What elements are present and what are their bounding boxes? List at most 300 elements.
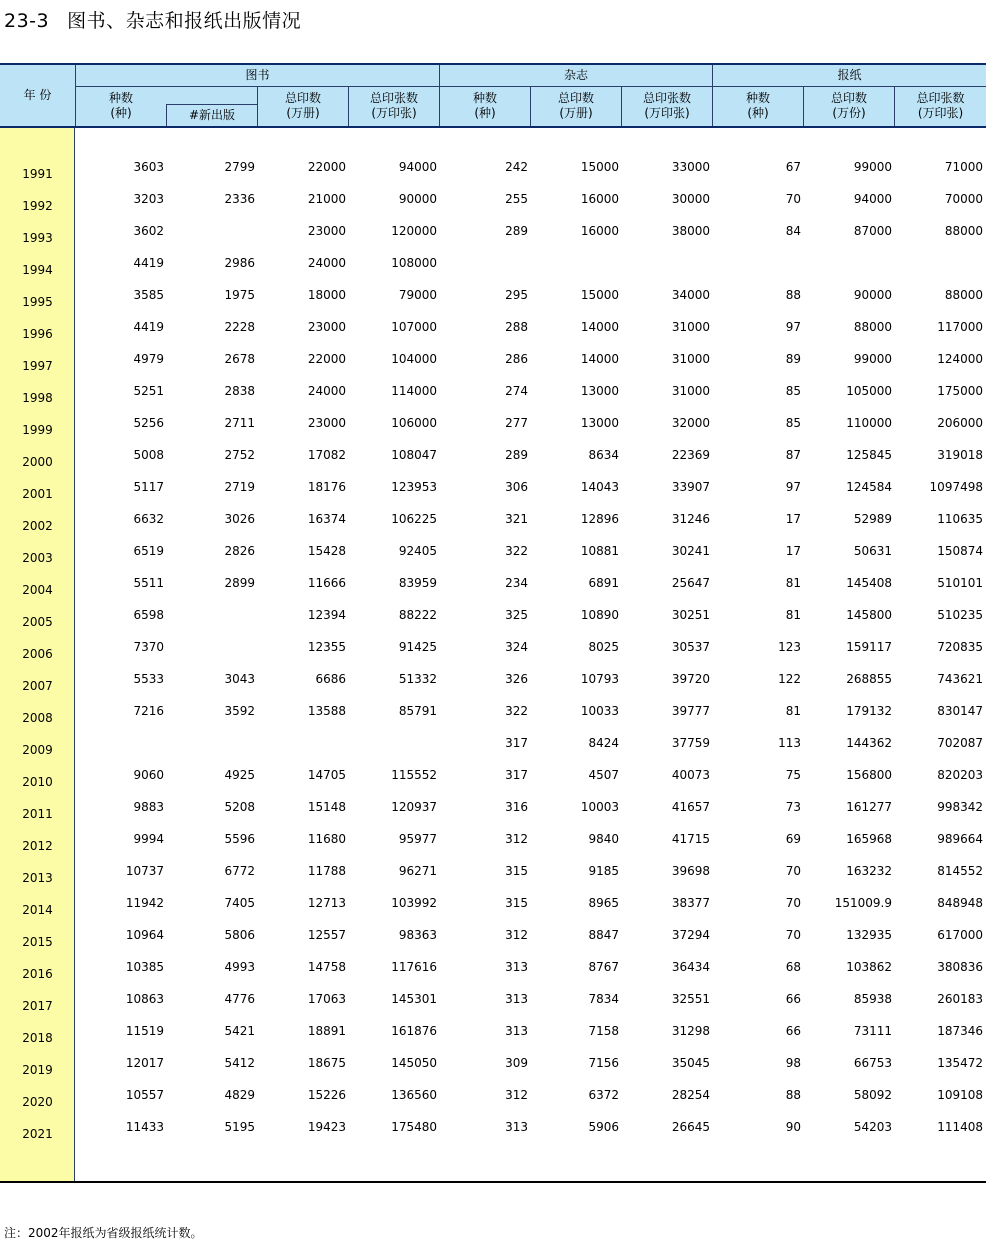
row-year: 2019	[22, 1063, 53, 1077]
cell-b3: 22000	[307, 160, 346, 174]
cell-m3: 22369	[671, 448, 710, 462]
cell-b3: 23000	[307, 416, 346, 430]
cell-m1: 312	[505, 1088, 528, 1102]
cell-n1: 17	[785, 544, 801, 558]
cell-m3: 38377	[671, 896, 710, 910]
cell-n3: 510101	[937, 576, 983, 590]
cell-b1: 12017	[125, 1056, 164, 1070]
table-header	[0, 65, 986, 127]
cell-b1: 10964	[125, 928, 164, 942]
cell-m2: 9185	[588, 864, 619, 878]
header-divider	[894, 86, 895, 127]
cell-b1: 3203	[133, 192, 164, 206]
cell-b2: 2899	[224, 576, 255, 590]
cell-m3: 36434	[671, 960, 710, 974]
cell-b1: 5251	[133, 384, 164, 398]
cell-b4: 90000	[398, 192, 437, 206]
cell-b3: 23000	[307, 320, 346, 334]
cell-b1: 4419	[133, 256, 164, 270]
cell-b4: 106000	[391, 416, 437, 430]
cell-m1: 312	[505, 832, 528, 846]
cell-n1: 81	[785, 576, 801, 590]
row-year: 2001	[22, 487, 53, 501]
cell-b4: 98363	[398, 928, 437, 942]
cell-n3: 88000	[944, 224, 983, 238]
cell-m1: 289	[505, 224, 528, 238]
row-year: 1992	[22, 199, 53, 213]
cell-m2: 13000	[580, 384, 619, 398]
cell-b4: 175480	[391, 1120, 437, 1134]
header-divider	[348, 86, 349, 127]
cell-m2: 10003	[580, 800, 619, 814]
cell-b1: 11942	[125, 896, 164, 910]
header-books-new: #新出版	[188, 108, 236, 122]
cell-m1: 289	[505, 448, 528, 462]
cell-m2: 9840	[588, 832, 619, 846]
cell-b4: 92405	[398, 544, 437, 558]
row-year: 2011	[22, 807, 53, 821]
cell-b4: 94000	[398, 160, 437, 174]
cell-b1: 10737	[125, 864, 164, 878]
table-row	[0, 768, 986, 800]
cell-b2: 5806	[224, 928, 255, 942]
cell-m1: 313	[505, 1024, 528, 1038]
table-row	[0, 1056, 986, 1088]
cell-n1: 88	[785, 1088, 801, 1102]
cell-b3: 24000	[307, 384, 346, 398]
header-mag-kinds: 种数 (种)	[472, 91, 497, 120]
cell-m3: 37294	[671, 928, 710, 942]
header-news-sheets: 总印张数 (万印张)	[916, 91, 965, 120]
table-row	[0, 480, 986, 512]
cell-n2: 179132	[846, 704, 892, 718]
cell-m2: 7156	[588, 1056, 619, 1070]
cell-b1: 3602	[133, 224, 164, 238]
row-year: 2021	[22, 1127, 53, 1141]
cell-n2: 161277	[846, 800, 892, 814]
table-row	[0, 544, 986, 576]
cell-m1: 277	[505, 416, 528, 430]
table-row	[0, 864, 986, 896]
cell-n2: 87000	[853, 224, 892, 238]
cell-m2: 6891	[588, 576, 619, 590]
cell-b1: 11433	[125, 1120, 164, 1134]
table-row	[0, 416, 986, 448]
table-row	[0, 960, 986, 992]
cell-n2: 99000	[853, 352, 892, 366]
cell-m1: 315	[505, 896, 528, 910]
table-row	[0, 192, 986, 224]
cell-b4: 114000	[391, 384, 437, 398]
cell-b1: 5256	[133, 416, 164, 430]
table-row	[0, 320, 986, 352]
cell-b4: 83959	[398, 576, 437, 590]
header-divider	[166, 104, 167, 127]
cell-n1: 75	[785, 768, 801, 782]
header-divider	[530, 86, 531, 127]
cell-m1: 317	[505, 736, 528, 750]
cell-m3: 31000	[671, 352, 710, 366]
cell-m1: 295	[505, 288, 528, 302]
cell-n3: 814552	[937, 864, 983, 878]
cell-m2: 10793	[580, 672, 619, 686]
cell-n1: 70	[785, 192, 801, 206]
cell-b1: 3603	[133, 160, 164, 174]
cell-n3: 260183	[937, 992, 983, 1006]
cell-n1: 113	[778, 736, 801, 750]
cell-m3: 41715	[671, 832, 710, 846]
cell-b1: 5511	[133, 576, 164, 590]
cell-b1: 5533	[133, 672, 164, 686]
cell-b1: 9994	[133, 832, 164, 846]
cell-b4: 106225	[391, 512, 437, 526]
row-year: 2017	[22, 999, 53, 1013]
cell-b3: 18891	[307, 1024, 346, 1038]
cell-m2: 8424	[588, 736, 619, 750]
cell-n3: 117000	[937, 320, 983, 334]
row-year: 2007	[22, 679, 53, 693]
row-year: 2003	[22, 551, 53, 565]
table-row	[0, 512, 986, 544]
cell-m2: 14000	[580, 320, 619, 334]
cell-b3: 13588	[307, 704, 346, 718]
row-year: 2009	[22, 743, 53, 757]
cell-m3: 34000	[671, 288, 710, 302]
cell-b4: 91425	[398, 640, 437, 654]
cell-m3: 38000	[671, 224, 710, 238]
header-group-books: 图书	[245, 68, 270, 82]
header-divider	[75, 65, 76, 127]
cell-b1: 11519	[125, 1024, 164, 1038]
cell-m3: 35045	[671, 1056, 710, 1070]
table-row	[0, 160, 986, 192]
cell-b4: 51332	[398, 672, 437, 686]
cell-m3: 31298	[671, 1024, 710, 1038]
cell-n2: 110000	[846, 416, 892, 430]
row-year: 2005	[22, 615, 53, 629]
cell-m2: 16000	[580, 224, 619, 238]
cell-b3: 23000	[307, 224, 346, 238]
table-number: 23-3	[4, 10, 50, 32]
cell-b4: 145301	[391, 992, 437, 1006]
row-year: 2006	[22, 647, 53, 661]
cell-m3: 39720	[671, 672, 710, 686]
cell-n2: 144362	[846, 736, 892, 750]
row-year: 1991	[22, 167, 53, 181]
table-row	[0, 672, 986, 704]
cell-n2: 88000	[853, 320, 892, 334]
cell-m3: 33907	[671, 480, 710, 494]
table-row	[0, 992, 986, 1024]
cell-m2: 15000	[580, 160, 619, 174]
cell-n2: 103862	[846, 960, 892, 974]
cell-b1: 4419	[133, 320, 164, 334]
table-row	[0, 640, 986, 672]
header-mag-copies: 总印数 (万册)	[557, 91, 594, 120]
cell-n1: 98	[785, 1056, 801, 1070]
row-year: 2000	[22, 455, 53, 469]
cell-b1: 9060	[133, 768, 164, 782]
cell-b1: 7370	[133, 640, 164, 654]
cell-b4: 123953	[391, 480, 437, 494]
cell-n3: 124000	[937, 352, 983, 366]
cell-b4: 85791	[398, 704, 437, 718]
cell-n2: 145800	[846, 608, 892, 622]
cell-b2: 4925	[224, 768, 255, 782]
cell-b1: 6519	[133, 544, 164, 558]
cell-b4: 136560	[391, 1088, 437, 1102]
row-year: 1996	[22, 327, 53, 341]
row-year: 2015	[22, 935, 53, 949]
row-year: 1998	[22, 391, 53, 405]
cell-m1: 306	[505, 480, 528, 494]
cell-b4: 120000	[391, 224, 437, 238]
cell-m2: 15000	[580, 288, 619, 302]
row-year: 1993	[22, 231, 53, 245]
table-title: 图书、杂志和报纸出版情况	[67, 10, 302, 32]
cell-m3: 25647	[671, 576, 710, 590]
cell-n2: 105000	[846, 384, 892, 398]
cell-b2: 2752	[224, 448, 255, 462]
header-mag-sheets: 总印张数 (万印张)	[642, 91, 691, 120]
cell-b3: 12713	[307, 896, 346, 910]
table-row	[0, 352, 986, 384]
cell-b3: 12557	[307, 928, 346, 942]
cell-n1: 81	[785, 704, 801, 718]
cell-n1: 89	[785, 352, 801, 366]
cell-n2: 268855	[846, 672, 892, 686]
cell-n3: 71000	[944, 160, 983, 174]
table-row	[0, 832, 986, 864]
cell-m1: 313	[505, 960, 528, 974]
cell-n2: 132935	[846, 928, 892, 942]
cell-b2: 3592	[224, 704, 255, 718]
cell-b2: 3026	[224, 512, 255, 526]
cell-n1: 84	[785, 224, 801, 238]
cell-n2: 159117	[846, 640, 892, 654]
cell-m2: 13000	[580, 416, 619, 430]
cell-n2: 124584	[846, 480, 892, 494]
cell-n2: 54203	[853, 1120, 892, 1134]
cell-b3: 11680	[307, 832, 346, 846]
cell-n1: 85	[785, 384, 801, 398]
cell-b2: 2799	[224, 160, 255, 174]
cell-m1: 326	[505, 672, 528, 686]
cell-b2: 6772	[224, 864, 255, 878]
cell-b3: 11788	[307, 864, 346, 878]
cell-b4: 104000	[391, 352, 437, 366]
cell-n2: 99000	[853, 160, 892, 174]
cell-b3: 21000	[307, 192, 346, 206]
cell-n1: 90	[785, 1120, 801, 1134]
cell-n3: 743621	[937, 672, 983, 686]
cell-n1: 85	[785, 416, 801, 430]
cell-b2: 4829	[224, 1088, 255, 1102]
cell-n2: 52989	[853, 512, 892, 526]
cell-n2: 73111	[853, 1024, 892, 1038]
cell-m3: 32000	[671, 416, 710, 430]
cell-n1: 70	[785, 928, 801, 942]
cell-n2: 151009.9	[834, 896, 892, 910]
header-news-copies: 总印数 (万份)	[830, 91, 867, 120]
cell-m3: 30251	[671, 608, 710, 622]
header-divider	[803, 86, 804, 127]
cell-m2: 8634	[588, 448, 619, 462]
cell-b4: 95977	[398, 832, 437, 846]
cell-m3: 30000	[671, 192, 710, 206]
cell-b3: 14705	[307, 768, 346, 782]
cell-m3: 37759	[671, 736, 710, 750]
cell-b1: 5117	[133, 480, 164, 494]
cell-n3: 88000	[944, 288, 983, 302]
cell-n1: 66	[785, 1024, 801, 1038]
row-year: 2018	[22, 1031, 53, 1045]
cell-m1: 313	[505, 992, 528, 1006]
cell-n3: 380836	[937, 960, 983, 974]
row-year: 1999	[22, 423, 53, 437]
cell-m1: 322	[505, 544, 528, 558]
cell-m3: 26645	[671, 1120, 710, 1134]
cell-n1: 70	[785, 864, 801, 878]
cell-n3: 206000	[937, 416, 983, 430]
table-row	[0, 576, 986, 608]
cell-n1: 67	[785, 160, 801, 174]
table-row	[0, 896, 986, 928]
cell-b4: 145050	[391, 1056, 437, 1070]
cell-m1: 317	[505, 768, 528, 782]
cell-m3: 31246	[671, 512, 710, 526]
cell-n2: 145408	[846, 576, 892, 590]
cell-n3: 175000	[937, 384, 983, 398]
cell-b1: 5008	[133, 448, 164, 462]
cell-b2: 2336	[224, 192, 255, 206]
row-year: 1995	[22, 295, 53, 309]
cell-n3: 319018	[937, 448, 983, 462]
cell-n1: 123	[778, 640, 801, 654]
page-title	[4, 6, 301, 33]
cell-b4: 79000	[398, 288, 437, 302]
cell-n3: 830147	[937, 704, 983, 718]
cell-m1: 313	[505, 1120, 528, 1134]
cell-b2: 2986	[224, 256, 255, 270]
cell-b3: 19423	[307, 1120, 346, 1134]
cell-b2: 3043	[224, 672, 255, 686]
cell-n3: 702087	[937, 736, 983, 750]
cell-n1: 87	[785, 448, 801, 462]
cell-b1: 9883	[133, 800, 164, 814]
cell-b4: 117616	[391, 960, 437, 974]
cell-b4: 120937	[391, 800, 437, 814]
header-year: 年 份	[23, 88, 52, 102]
cell-m2: 14043	[580, 480, 619, 494]
cell-m2: 8025	[588, 640, 619, 654]
cell-b2: 5208	[224, 800, 255, 814]
cell-b1: 3585	[133, 288, 164, 302]
cell-m1: 325	[505, 608, 528, 622]
cell-m1: 324	[505, 640, 528, 654]
cell-b2: 2678	[224, 352, 255, 366]
cell-n3: 1097498	[929, 480, 983, 494]
cell-b3: 12355	[307, 640, 346, 654]
cell-n3: 70000	[944, 192, 983, 206]
cell-m1: 274	[505, 384, 528, 398]
cell-m3: 41657	[671, 800, 710, 814]
table-row	[0, 288, 986, 320]
cell-n1: 70	[785, 896, 801, 910]
header-group-newspapers: 报纸	[837, 68, 862, 82]
cell-m1: 242	[505, 160, 528, 174]
cell-b2: 4776	[224, 992, 255, 1006]
table-row	[0, 256, 986, 288]
cell-n1: 68	[785, 960, 801, 974]
cell-b3: 24000	[307, 256, 346, 270]
cell-n1: 69	[785, 832, 801, 846]
cell-n3: 720835	[937, 640, 983, 654]
cell-n2: 50631	[853, 544, 892, 558]
cell-b2: 5421	[224, 1024, 255, 1038]
cell-b3: 14758	[307, 960, 346, 974]
cell-b3: 15226	[307, 1088, 346, 1102]
cell-b4: 107000	[391, 320, 437, 334]
cell-b2: 5596	[224, 832, 255, 846]
cell-m1: 234	[505, 576, 528, 590]
cell-b4: 161876	[391, 1024, 437, 1038]
cell-b3: 22000	[307, 352, 346, 366]
cell-n3: 998342	[937, 800, 983, 814]
table-bottom-border	[0, 1181, 986, 1183]
cell-m2: 10890	[580, 608, 619, 622]
cell-n3: 135472	[937, 1056, 983, 1070]
cell-b1: 10863	[125, 992, 164, 1006]
table-row	[0, 736, 986, 768]
cell-b1: 6632	[133, 512, 164, 526]
row-year: 1994	[22, 263, 53, 277]
cell-m3: 39698	[671, 864, 710, 878]
cell-b2: 2826	[224, 544, 255, 558]
cell-n3: 989664	[937, 832, 983, 846]
row-year: 2002	[22, 519, 53, 533]
cell-m3: 28254	[671, 1088, 710, 1102]
cell-m2: 10881	[580, 544, 619, 558]
cell-b3: 17082	[307, 448, 346, 462]
cell-n3: 109108	[937, 1088, 983, 1102]
cell-m2: 4507	[588, 768, 619, 782]
cell-b2: 7405	[224, 896, 255, 910]
table-row	[0, 1120, 986, 1152]
cell-m1: 255	[505, 192, 528, 206]
cell-b4: 108000	[391, 256, 437, 270]
cell-n3: 150874	[937, 544, 983, 558]
cell-b1: 4979	[133, 352, 164, 366]
cell-m2: 5906	[588, 1120, 619, 1134]
cell-b3: 18675	[307, 1056, 346, 1070]
cell-b4: 115552	[391, 768, 437, 782]
cell-b2: 4993	[224, 960, 255, 974]
header-group-magazines: 杂志	[563, 68, 588, 82]
table-row	[0, 1024, 986, 1056]
table-row	[0, 384, 986, 416]
cell-n2: 125845	[846, 448, 892, 462]
cell-m1: 286	[505, 352, 528, 366]
header-divider	[712, 65, 713, 127]
cell-b2: 1975	[224, 288, 255, 302]
cell-b3: 15148	[307, 800, 346, 814]
cell-m1: 322	[505, 704, 528, 718]
header-news-kinds: 种数 (种)	[745, 91, 770, 120]
row-year: 2010	[22, 775, 53, 789]
cell-m2: 10033	[580, 704, 619, 718]
cell-m3: 31000	[671, 320, 710, 334]
